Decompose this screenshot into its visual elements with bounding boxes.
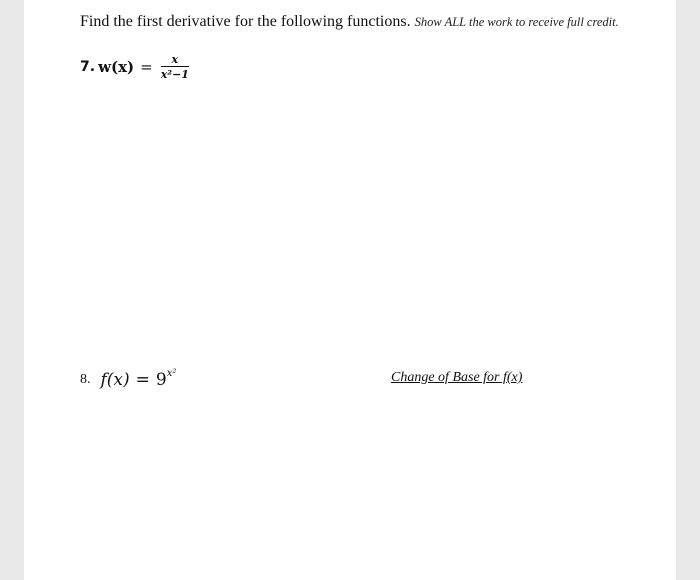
change-of-base-hint: Change of Base for f(x) bbox=[391, 370, 523, 385]
problem-7-denominator: x²−1 bbox=[160, 68, 189, 81]
instructions bbox=[80, 12, 640, 32]
problem-8-lhs: f(x) bbox=[100, 370, 130, 390]
problem-8-exponent: x² bbox=[166, 367, 177, 379]
problem-8-number: 8. bbox=[80, 372, 91, 387]
problem-8 bbox=[80, 365, 176, 395]
problem-8-base: 9 bbox=[155, 370, 167, 390]
problem-8-equals: = bbox=[135, 370, 150, 390]
instructions-lead: Find the first derivative for the following functions. bbox=[80, 13, 411, 30]
problem-7-lhs: w(x) bbox=[98, 58, 135, 76]
problem-7-equals: = bbox=[140, 58, 153, 76]
problem-7-number: 7. bbox=[80, 59, 96, 75]
instructions-note: Show ALL the work to receive full credit. bbox=[414, 15, 619, 29]
problem-7 bbox=[80, 50, 189, 84]
worksheet-page bbox=[24, 0, 676, 580]
problem-7-fraction bbox=[161, 54, 189, 80]
problem-7-numerator: x bbox=[171, 53, 179, 66]
